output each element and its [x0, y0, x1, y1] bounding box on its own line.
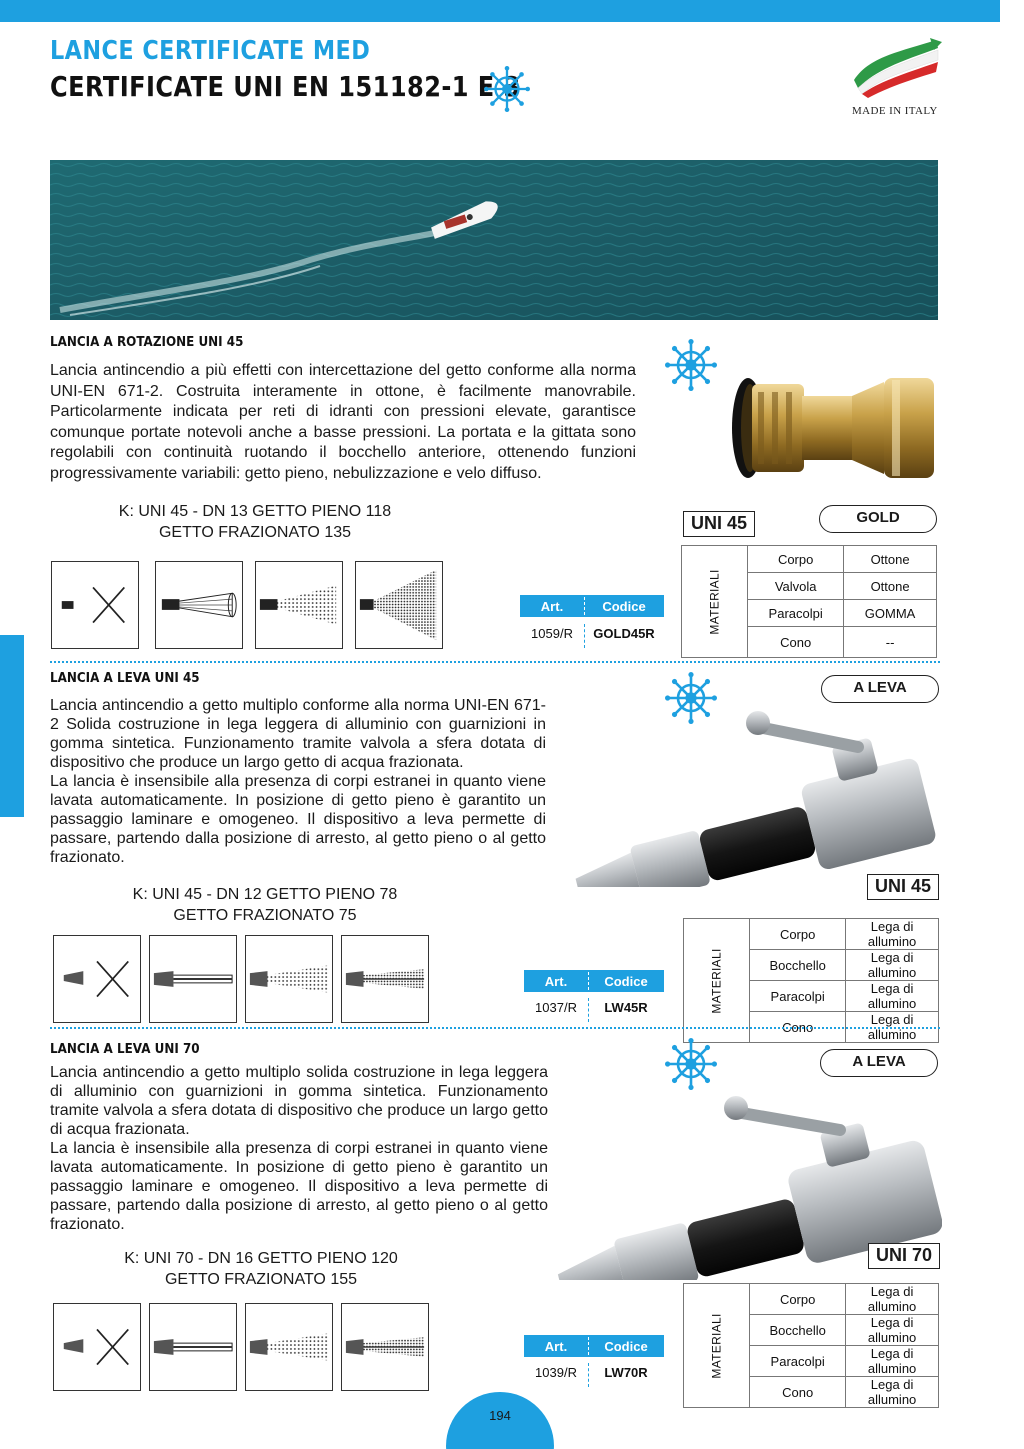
type-label: A LEVA [820, 1049, 938, 1077]
material-part: Cono [750, 1012, 846, 1043]
partial-fog-icon [341, 935, 429, 1023]
article-row [524, 1000, 664, 1020]
materials-label: MATERIALI [709, 1312, 724, 1379]
top-accent-bar [0, 0, 1000, 22]
material-part: Bocchello [750, 950, 846, 981]
article-row [524, 1365, 664, 1385]
article-number: 1039/R [535, 1365, 577, 1380]
art-header: Art. [544, 1339, 568, 1354]
k-factor-line: GETTO FRAZIONATO 75 [173, 907, 357, 924]
section-title: LANCIA A LEVA UNI 45 [50, 671, 200, 686]
material-value: -- [844, 627, 937, 658]
material-part: Cono [748, 627, 844, 658]
description-paragraph: Lancia antincendio a getto multiplo solida costruzione in lega leggera di alluminio con guarnizioni in gomma sintetica. Funzionamento tramite valvola a sfera dotata di dispositivo che produce un largo getto di acqua frazionata. [50, 1064, 548, 1138]
rotation-nozzle-image [724, 372, 938, 484]
description-paragraph: Lancia antincendio a getto multiplo conforme alla norma UNI-EN 671-2 Solida costruzione in lega leggera di alluminio con guarnizioni in gomma sintetica. Funzionamento tramite valvola a sfera dotata di dispositivo che produce un largo getto di acqua frazionata. [50, 697, 546, 771]
type-label: A LEVA [821, 675, 939, 703]
material-part: Paracolpi [750, 1346, 846, 1377]
section-description [50, 1063, 548, 1234]
materials-label: MATERIALI [709, 947, 724, 1014]
partial-fog-icon [341, 1303, 429, 1391]
page-number-badge [446, 1392, 554, 1449]
section-description: Lancia antincendio a più effetti con intercettazione del getto conforme alla norma UNI-EN 671-2. Costruita interamente in ottone, è facilmente manovrabile. Particolarmente indicata per reti di idranti con pressioni elevate, garantisce comunque portate notevoli anche a basse pressioni. La portata e la gittata sono regolabili con continuità ruotando il bocchello anteriore, ottenendo funzioni progressivamente variabili: getto pieno, nebulizzazione e velo diffuso. [50, 362, 636, 482]
material-value: Ottone [844, 546, 937, 573]
section-title: LANCIA A LEVA UNI 70 [50, 1042, 200, 1057]
wide-fog-icon [355, 561, 443, 649]
art-header: Art. [544, 974, 568, 989]
description-paragraph: La lancia è insensibile alla presenza di corpi estranei in quanto viene lavata automaticamente. In posizione di getto pieno è garantito un passaggio laminare e omogeneo. Il dispositivo a leva permette di passare, partendo dalla posizione di arresto, al getto pieno o al getto frazionato. [50, 773, 546, 866]
k-factor-line: K: UNI 45 - DN 12 GETTO PIENO 78 [132, 886, 398, 903]
k-factor-line: GETTO FRAZIONATO 135 [158, 524, 352, 541]
size-label: UNI 70 [868, 1243, 940, 1269]
type-label: GOLD [819, 505, 937, 533]
jet-off-icon [53, 935, 141, 1023]
full-jet-icon [149, 935, 237, 1023]
k-factor-line: K: UNI 70 - DN 16 GETTO PIENO 120 [124, 1250, 398, 1267]
code-header: Codice [604, 1339, 648, 1354]
material-part: Corpo [750, 919, 846, 950]
page-title: LANCE CERTIFICATE MED [50, 36, 371, 66]
material-value: Lega di allumino [846, 981, 939, 1012]
material-value: Lega di allumino [846, 1012, 939, 1043]
material-part: Cono [750, 1377, 846, 1408]
fog-jet-icon [245, 1303, 333, 1391]
material-value: Lega di allumino [846, 1284, 939, 1315]
material-value: Lega di allumino [846, 950, 939, 981]
materials-table [683, 918, 939, 1043]
jet-off-icon [51, 561, 139, 649]
page-number: 194 [489, 1408, 511, 1423]
material-value: Lega di allumino [846, 1346, 939, 1377]
material-part: Paracolpi [748, 600, 844, 627]
size-label: UNI 45 [867, 874, 939, 900]
ship-wheel-icon [484, 66, 530, 112]
art-header: Art. [540, 599, 564, 614]
article-number: 1037/R [535, 1000, 577, 1015]
k-factor-line: GETTO FRAZIONATO 155 [164, 1271, 358, 1288]
code-header: Codice [602, 599, 646, 614]
ship-wheel-icon [665, 1038, 717, 1090]
material-value: Lega di allumino [846, 1315, 939, 1346]
article-table-header [524, 970, 664, 992]
made-in-italy-label: MADE IN ITALY [852, 105, 938, 117]
italian-flag-logo [850, 38, 942, 98]
section-divider [50, 661, 940, 663]
material-part: Corpo [748, 546, 844, 573]
description-paragraph: La lancia è insensibile alla presenza di corpi estranei in quanto viene lavata automaticamente. In posizione di getto pieno è garantito un passaggio laminare e omogeneo. Il dispositivo a leva permette di passare, partendo dalla posizione di arresto, al getto pieno o al getto frazionato. [50, 1140, 548, 1233]
material-part: Paracolpi [750, 981, 846, 1012]
material-part: Valvola [748, 573, 844, 600]
page-subtitle: CERTIFICATE UNI EN 151182-1 E 3 [50, 70, 521, 103]
k-factor-line: K: UNI 45 - DN 13 GETTO PIENO 118 [118, 503, 392, 520]
article-table-header [520, 595, 664, 617]
full-jet-icon [149, 1303, 237, 1391]
section-title: LANCIA A ROTAZIONE UNI 45 [50, 335, 244, 350]
materials-label: MATERIALI [707, 568, 722, 635]
fog-jet-icon [255, 561, 343, 649]
size-label: UNI 45 [683, 511, 755, 537]
article-row [520, 626, 664, 646]
material-value: Ottone [844, 573, 937, 600]
full-jet-icon [155, 561, 243, 649]
lever-nozzle-uni45-image [558, 705, 942, 887]
product-code: LW70R [604, 1365, 648, 1380]
material-part: Corpo [750, 1284, 846, 1315]
product-code: LW45R [604, 1000, 648, 1015]
material-value: GOMMA [844, 600, 937, 627]
hero-sea-boat-image [50, 160, 938, 320]
material-value: Lega di allumino [846, 919, 939, 950]
jet-off-icon [53, 1303, 141, 1391]
article-table-header [524, 1335, 664, 1357]
code-header: Codice [604, 974, 648, 989]
materials-table [681, 545, 937, 658]
article-number: 1059/R [531, 626, 573, 641]
materials-table [683, 1283, 939, 1408]
section-divider [50, 1027, 940, 1029]
material-part: Bocchello [750, 1315, 846, 1346]
section-description [50, 696, 546, 867]
fog-jet-icon [245, 935, 333, 1023]
product-code: GOLD45R [593, 626, 655, 641]
side-accent-tab [0, 635, 24, 817]
ship-wheel-icon [665, 339, 717, 391]
material-value: Lega di allumino [846, 1377, 939, 1408]
